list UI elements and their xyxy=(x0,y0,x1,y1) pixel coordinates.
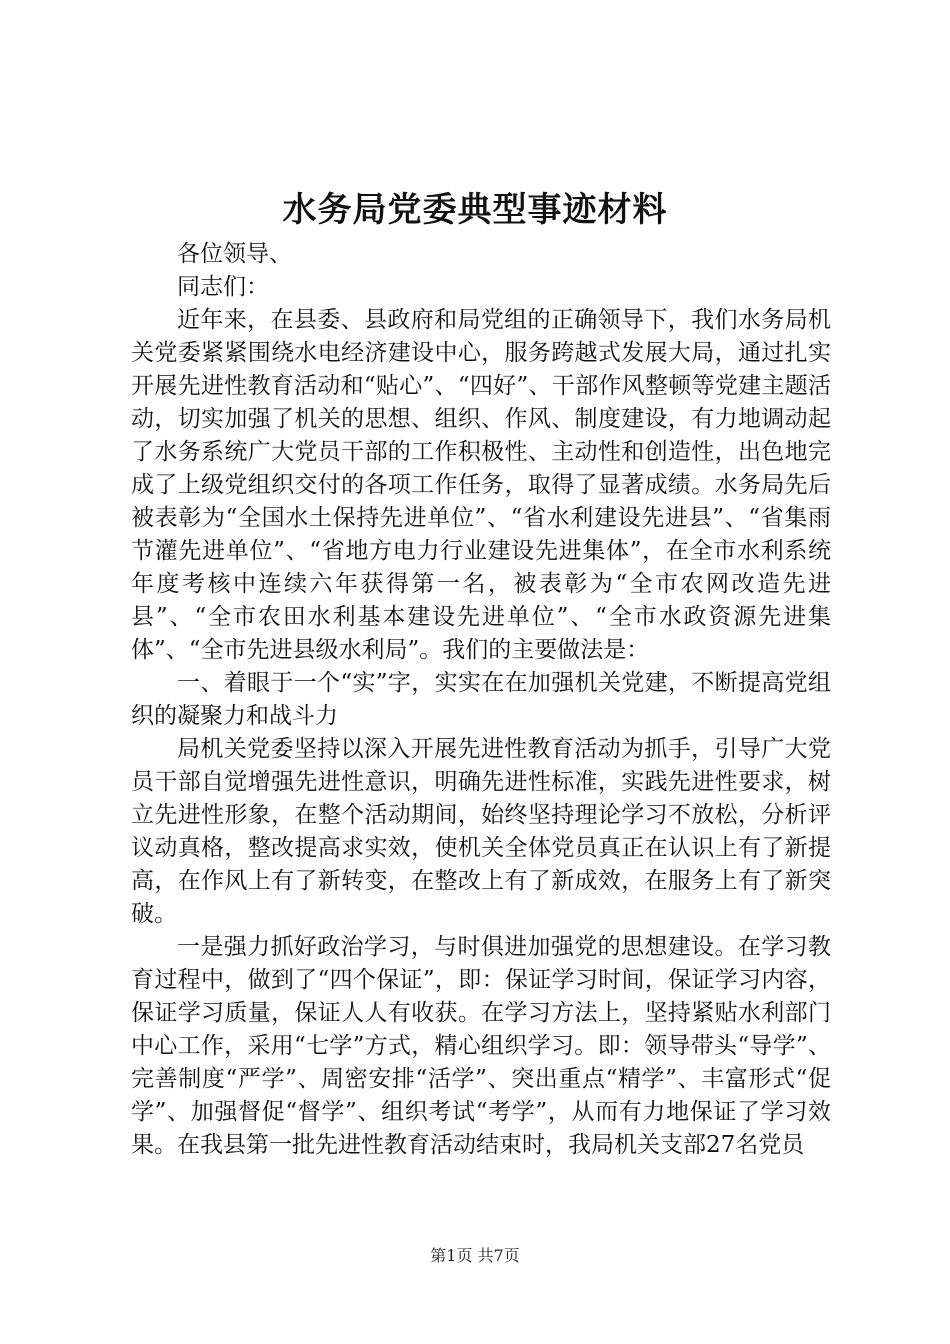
paragraph-political-study: 一是强力抓好政治学习，与时俱进加强党的思想建设。在学习教育过程中，做到了“四个保证”，即：保证学习时间，保证学习内容，保证学习质量，保证人人有收获。在学习方法上，坚持紧贴水利部门中心工作，采用“七学”方式，精心组织学习。即：领导带头“导学”、完善制度“严学”、周密安排“活学”、突出重点“精学”、丰富形式“促学”、加强督促“督学”、组织考试“考学”，从而有力地保证了学习效果。在我县第一批先进性教育活动结束时，我局机关支部27名党员 xyxy=(131,934,831,1158)
page-footer: 第1页 共7页 xyxy=(430,1246,520,1265)
salutation-comrades: 同志们： xyxy=(177,274,269,300)
paragraph-party-committee: 局机关党委坚持以深入开展先进性教育活动为抓手，引导广大党员干部自觉增强先进性意识，明确先进性标准，实践先进性要求，树立先进性形象，在整个活动期间，始终坚持理论学习不放松，分析评议动真格，整改提高求实效，使机关全体党员真正在认识上有了新提高，在作风上有了新转变，在整改上有了新成效，在服务上有了新突破。 xyxy=(131,736,831,927)
salutation-leaders: 各位领导、 xyxy=(177,241,292,267)
document-title: 水务局党委典型事迹材料 xyxy=(282,190,668,230)
document-body xyxy=(131,238,831,1162)
paragraph-intro: 近年来，在县委、县政府和局党组的正确领导下，我们水务局机关党委紧紧围绕水电经济建设中心，服务跨越式发展大局，通过扎实开展先进性教育活动和“贴心”、“四好”、干部作风整顿等党建主题活动，切实加强了机关的思想、组织、作风、制度建设，有力地调动起了水务系统广大党员干部的工作积极性、主动性和创造性，出色地完成了上级党组织交付的各项工作任务，取得了显著成绩。水务局先后被表彰为“全国水土保持先进单位”、“省水利建设先进县”、“省集雨节灌先进单位”、“省地方电力行业建设先进集体”，在全市水利系统年度考核中连续六年获得第一名，被表彰为“全市农网改造先进县”、“全市农田水利基本建设先进单位”、“全市水政资源先进集体”、“全市先进县级水利局”。我们的主要做法是： xyxy=(131,307,831,663)
paragraph-heading-one: 一、着眼于一个“实”字，实实在在加强机关党建，不断提高党组织的凝聚力和战斗力 xyxy=(131,670,831,729)
